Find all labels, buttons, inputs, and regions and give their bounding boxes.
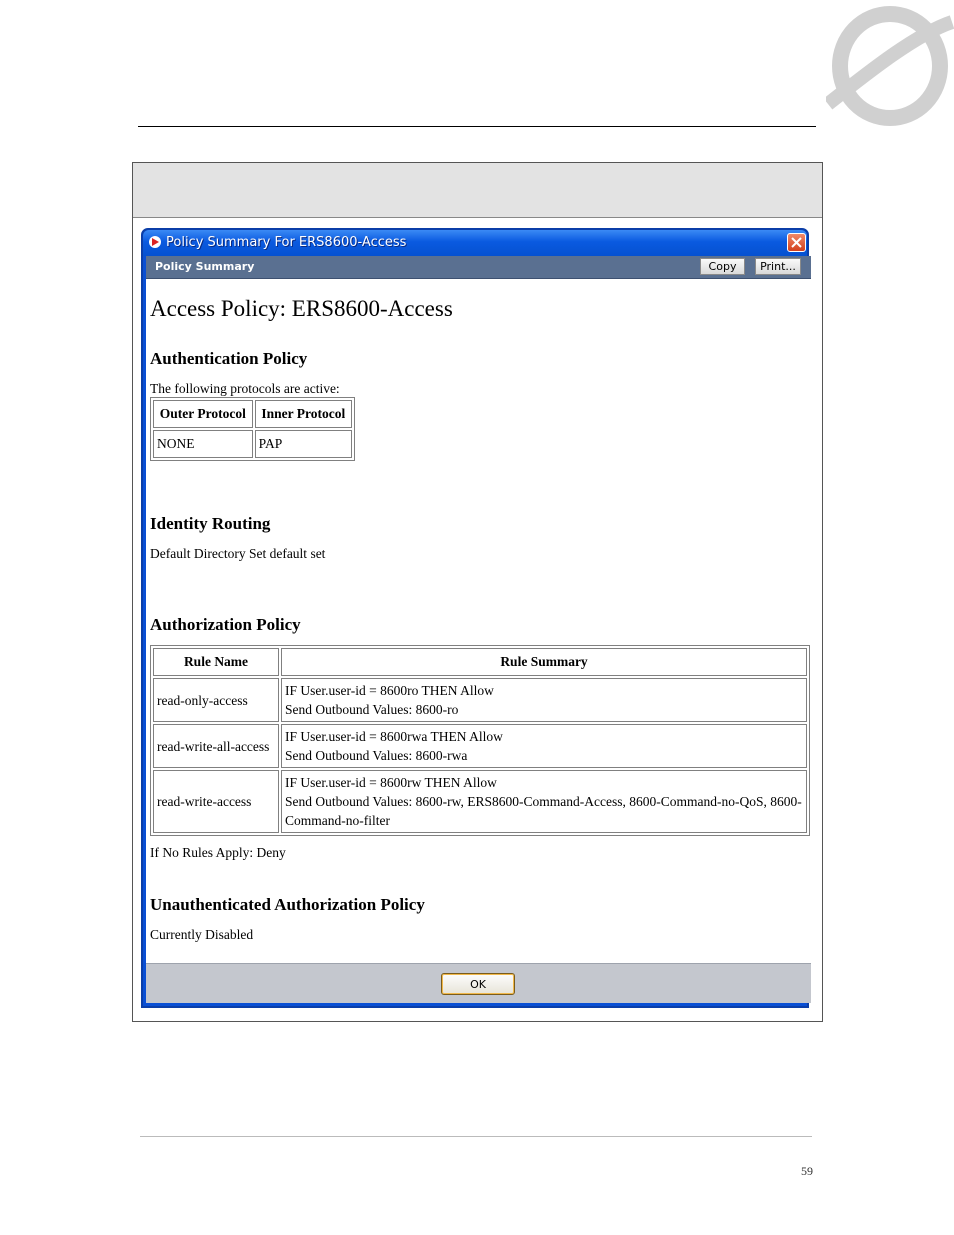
table-header: Inner Protocol bbox=[255, 400, 352, 428]
rule-outbound-values: Send Outbound Values: 8600-ro bbox=[285, 702, 459, 717]
unauthenticated-heading: Unauthenticated Authorization Policy bbox=[150, 895, 425, 914]
brand-logo-icon bbox=[826, 4, 954, 128]
dialog-footer bbox=[146, 963, 811, 1003]
unauthenticated-text: Currently Disabled bbox=[150, 927, 254, 942]
no-rules-text: If No Rules Apply: Deny bbox=[150, 845, 286, 860]
ok-button[interactable]: OK bbox=[441, 973, 515, 995]
table-header: Rule Summary bbox=[281, 648, 807, 676]
table-row bbox=[153, 430, 352, 458]
dialog-client-area bbox=[146, 256, 811, 1003]
panel-header bbox=[146, 256, 811, 279]
outer-protocol-cell: NONE bbox=[153, 430, 253, 458]
rule-outbound-values: Send Outbound Values: 8600-rwa bbox=[285, 748, 468, 763]
panel-title: Policy Summary bbox=[155, 260, 255, 273]
figure-frame bbox=[132, 162, 823, 1022]
table-row bbox=[153, 724, 807, 768]
table-row bbox=[153, 678, 807, 722]
report-heading: Access Policy: ERS8600-Access bbox=[150, 296, 453, 321]
close-button[interactable] bbox=[787, 233, 806, 252]
app-icon bbox=[148, 235, 162, 249]
copy-button[interactable]: Copy bbox=[700, 258, 745, 275]
page-number: 59 bbox=[801, 1164, 813, 1178]
header-rule bbox=[138, 126, 816, 127]
rule-name-cell: read-write-all-access bbox=[153, 724, 279, 768]
identity-routing-heading: Identity Routing bbox=[150, 514, 271, 533]
authentication-intro: The following protocols are active: bbox=[150, 381, 340, 396]
table-header: Outer Protocol bbox=[153, 400, 253, 428]
authentication-heading: Authentication Policy bbox=[150, 349, 308, 368]
footer-rule bbox=[140, 1136, 812, 1137]
table-header: Rule Name bbox=[153, 648, 279, 676]
inner-protocol-cell: PAP bbox=[255, 430, 352, 458]
identity-routing-text: Default Directory Set default set bbox=[150, 546, 326, 561]
rule-summary-cell bbox=[281, 678, 807, 722]
rule-condition: IF User.user-id = 8600ro THEN Allow bbox=[285, 683, 494, 698]
rules-table bbox=[150, 645, 810, 836]
dialog-title: Policy Summary For ERS8600-Access bbox=[166, 235, 407, 250]
rule-summary-cell bbox=[281, 724, 807, 768]
table-row bbox=[153, 770, 807, 833]
policy-summary-dialog bbox=[141, 228, 809, 1008]
dialog-titlebar[interactable] bbox=[143, 230, 807, 256]
close-icon bbox=[791, 237, 802, 248]
rule-name-cell: read-only-access bbox=[153, 678, 279, 722]
figure-caption-band bbox=[133, 163, 822, 218]
rule-condition: IF User.user-id = 8600rw THEN Allow bbox=[285, 775, 497, 790]
rule-outbound-values: Send Outbound Values: 8600-rw, ERS8600-Command-Access, 8600-Command-no-QoS, 8600-Command-no-filter bbox=[285, 794, 802, 828]
rule-summary-cell bbox=[281, 770, 807, 833]
protocol-table bbox=[150, 397, 355, 461]
rule-name-cell: read-write-access bbox=[153, 770, 279, 833]
rule-condition: IF User.user-id = 8600rwa THEN Allow bbox=[285, 729, 503, 744]
report-content[interactable] bbox=[146, 279, 811, 963]
print-button[interactable]: Print... bbox=[755, 258, 801, 275]
authorization-heading: Authorization Policy bbox=[150, 615, 301, 634]
